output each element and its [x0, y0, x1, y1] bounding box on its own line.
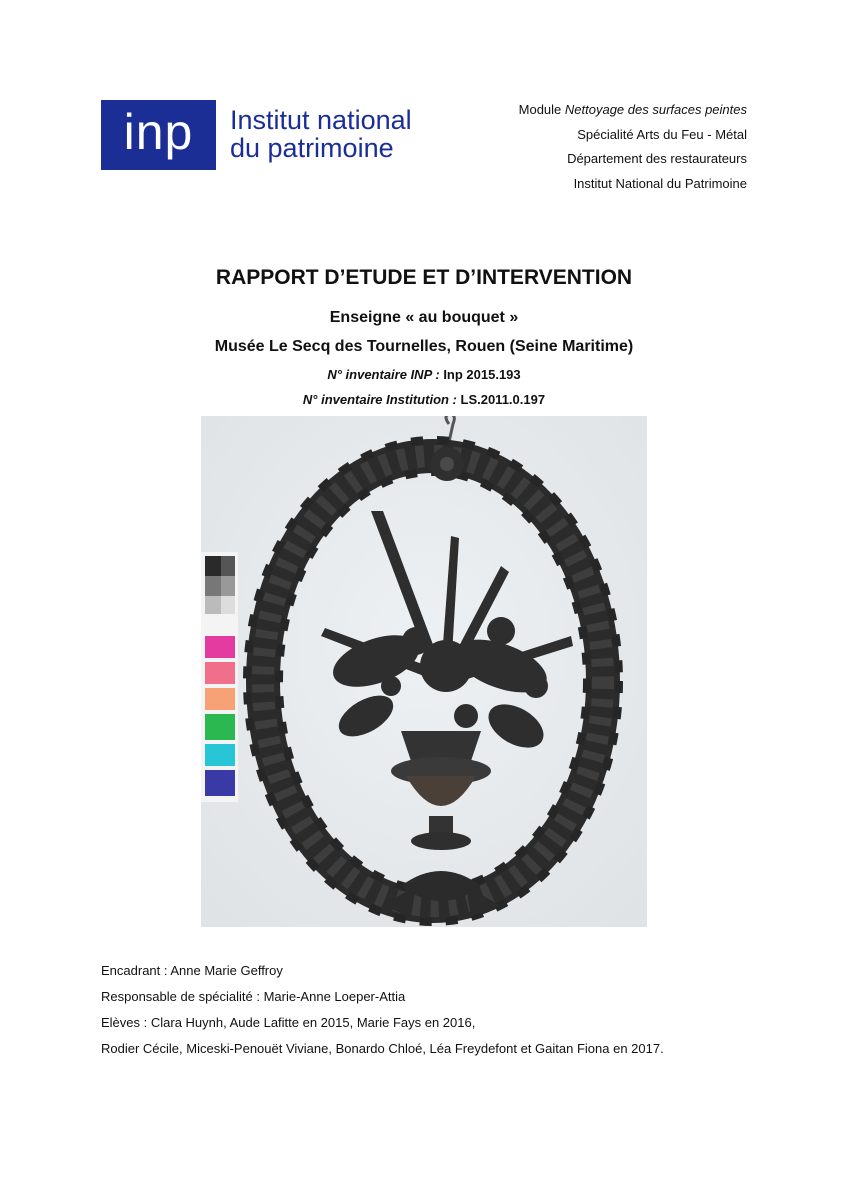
object-name: Enseigne « au bouquet » — [329, 309, 519, 326]
logo-institution-name — [230, 106, 412, 162]
inventory-institution-label: N° inventaire Institution : — [302, 392, 461, 407]
responsable-line: Responsable de spécialité : Marie-Anne Loeper-Attia — [101, 989, 406, 1004]
inventory-inp-value: Inp 2015.193 — [443, 367, 521, 382]
encadrant-line: Encadrant : Anne Marie Geffroy — [101, 963, 283, 978]
museum-name: Musée Le Secq des Tournelles, Rouen (Seine Maritime) — [214, 338, 634, 355]
inventory-institution — [0, 392, 848, 407]
inp-logo — [101, 100, 431, 172]
departement-line: Département des restaurateurs — [567, 151, 747, 166]
inventory-inp-label: N° inventaire INP : — [327, 367, 444, 382]
specialite-line: Spécialité Arts du Feu - Métal — [577, 126, 747, 142]
logo-name-line-2: du patrimoine — [230, 133, 394, 163]
logo-abbreviation: inp — [123, 104, 194, 160]
wrought-iron-sign-illustration — [201, 416, 647, 927]
inventory-institution-value: LS.2011.0.197 — [460, 392, 546, 407]
report-title: RAPPORT D’ETUDE ET D’INTERVENTION — [215, 266, 633, 289]
institut-line: Institut National du Patrimoine — [573, 175, 747, 191]
header-info — [519, 98, 747, 196]
logo-name-line-1: Institut national — [230, 105, 412, 135]
eleves-line-1: Elèves : Clara Huynh, Aude Lafitte en 2015, Marie Fays en 2016, — [101, 1015, 476, 1030]
inventory-inp — [0, 367, 848, 382]
module-title: Nettoyage des surfaces peintes — [564, 102, 747, 117]
module-prefix: Module — [518, 102, 565, 117]
object-photo — [201, 416, 647, 927]
color-calibration-card — [201, 552, 238, 802]
eleves-line-2: Rodier Cécile, Miceski-Penouët Viviane, Bonardo Chloé, Léa Freydefont et Gaitan Fiona en 2017. — [101, 1041, 664, 1056]
module-line — [519, 98, 747, 123]
credits-block — [101, 958, 664, 1062]
